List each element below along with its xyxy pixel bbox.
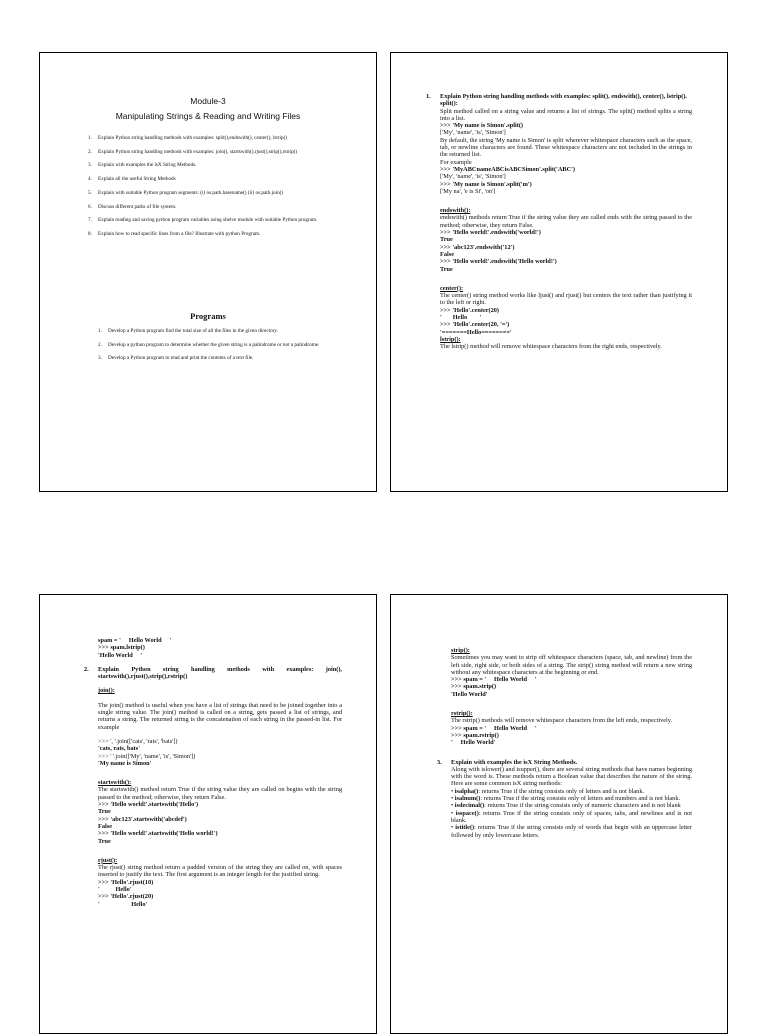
code-output: 'My name is Simon' — [98, 759, 152, 767]
list-item: • istitle(): returns True if the string consists only of words that begin with an uppercase letter followed by only lowercase letters. — [451, 824, 693, 839]
code-line: >>> 'Hello'.center(20) — [440, 306, 500, 314]
lstrip-description: The lstrip() method will remove whitespace characters from the right ends, respectively. — [440, 343, 662, 351]
code-line: >>> 'Hello'.rjust(10) — [98, 878, 154, 886]
code-line: >>> ' '.join(['My', 'name', 'is', 'Simon']) — [98, 752, 196, 760]
rstrip-description: The rstrip() methods will remove whitespace characters from the left ends, respectively. — [451, 717, 673, 725]
code-output: 'Hello World ' — [98, 651, 143, 659]
code-output: True — [98, 808, 111, 816]
isx-description: Along with islower() and isupper(), there are several string methods that have names beginning with the word is. These methods return a Boolean value that describes the nature of the string. Here are some common isX string methods: — [451, 765, 692, 788]
code-line: >>> 'Hello world!'.startswith('Hello') — [98, 801, 199, 809]
code-output: ['My', 'name', 'is', 'Simon'] — [440, 129, 506, 137]
code-output: 'cats, rats, bats' — [98, 745, 140, 753]
code-output: ' Hello World' — [451, 739, 496, 747]
question-heading: 1. Explain Python string handling methods with examples: split(), endswith(), center(), lstrip(). — [426, 93, 687, 100]
endswith-description: endswith() methods return True if the string value they are called ends with the string passed to the method; otherwise, they return False. — [440, 214, 692, 229]
page-4 — [390, 594, 728, 1034]
list-item: 1. Explain Python string handling methods with examples: split(),endswith(), center(), lstrip() — [88, 135, 288, 141]
code-output: True — [98, 837, 111, 845]
list-item: 4. Explain all the useful String Methods — [88, 176, 176, 183]
startswith-description: The startswith() method return True if the string value they are called on begins with the string passed to the method; otherwise, they return False. — [98, 786, 342, 801]
code-line: >>> 'Hello world!'.endswith('Hello world!') — [440, 258, 557, 266]
code-line: >>> spam = ' Hello World ' — [451, 676, 537, 684]
list-item: • isdecimal(): returns True if the string consists only of numeric characters and is not blank — [451, 802, 681, 810]
list-item: 6. Discuss different paths of file system. — [88, 203, 177, 210]
join-heading: join(): — [98, 687, 115, 695]
code-line: >>> spam.lstrip() — [98, 644, 145, 652]
page-3-content — [84, 637, 342, 908]
code-line: >>> spam = ' Hello World ' — [451, 724, 537, 732]
code-line: >>> 'Hello'.center(20, '=') — [440, 321, 510, 329]
code-line: >>> ', '.join(['cats', 'rats', 'bats']) — [98, 737, 178, 745]
code-output: ' Hello ' — [440, 314, 482, 322]
page-1 — [39, 52, 377, 492]
code-output: ' Hello' — [98, 900, 148, 908]
list-item: • isalnum(): returns True if the string consists only of letters and numbers and is not blank. — [451, 795, 681, 803]
code-output: False — [440, 250, 454, 258]
list-item: 2. Develop a python program to determine whether the given string is a palindrome or not a palindrome. — [98, 341, 320, 348]
page-2 — [390, 52, 728, 492]
program-list — [98, 328, 348, 363]
center-heading: center(): — [440, 284, 464, 292]
code-line: >>> 'My name is Simon'.split() — [440, 122, 524, 130]
split-description-2: By default, the string 'My name is Simon' is split wherever whitespace characters such as the space, tab, or newline characters are found. These whitespace characters are not included in the strings in the returned list. — [440, 136, 692, 159]
code-output: True — [440, 265, 453, 273]
list-item: 7. Explain reading and saving python program variables using shelve module with suitable Python program. — [88, 217, 318, 224]
question-heading: 3. Explain with examples the isX String Methods. — [437, 758, 578, 766]
programs-title: Programs — [190, 311, 226, 321]
code-output: 'Hello World' — [451, 690, 488, 698]
rjust-description: The rjust() string method return a padded version of the string they are called on, with spaces inserted to justify the text. The first argument is an integer length for the justified string. — [98, 864, 342, 879]
code-output: ['My na', 'e is Si', 'on'] — [440, 187, 496, 195]
code-output: ' Hello' — [98, 886, 132, 894]
list-item: 3. Develop a Python program to read and print the contents of a text file. — [98, 355, 254, 362]
code-line: >>> 'My name is Simon'.split('m') — [440, 180, 532, 188]
code-line: >>> 'abc123'.endswith('12') — [440, 243, 515, 251]
list-item: 8. Explain how to read specific lines from a file? Illustrate with python Program. — [88, 230, 261, 237]
code-line: >>> spam.strip() — [451, 683, 497, 691]
module-subtitle: Manipulating Strings & Reading and Writing Files — [115, 111, 301, 121]
code-line: spam = ' Hello World ' — [98, 637, 172, 644]
code-output: ['My', 'name', 'is', 'Simon'] — [440, 173, 506, 181]
endswith-heading: endswith(): — [440, 207, 471, 215]
code-line: >>> 'Hello'.rjust(20) — [98, 893, 154, 901]
list-item: 5. Explain with suitable Python program segments: (i) os.path.basename() (ii) os.path.join() — [88, 189, 284, 196]
code-line: >>> spam.rstrip() — [451, 731, 499, 739]
startswith-heading: startswith(): — [98, 779, 132, 787]
strip-heading: strip(): — [451, 647, 470, 654]
strip-description: Sometimes you may want to strip off whitespace characters (space, tab, and newline) from the left side, right side, or both sides of a string. The strip() string method will return a new string without any whitespace characters at the beginning or end. — [451, 654, 692, 676]
list-item: 3. Explain with examples the isX String Methods. — [88, 162, 197, 169]
lstrip-heading: lstrip(): — [440, 335, 461, 343]
center-description: The center() string method works like ljust() and rjust() but centers the text rather than justifying it to the left or right. — [440, 292, 692, 307]
split-heading: split(): — [440, 100, 458, 108]
list-item: 2. Explain Python string handling methods with examples: join(), startswith(),rjust(),strip(),rstrip() — [88, 148, 298, 155]
question-heading: 2. Explain Python string handling methods with examples: join(), startswith(),rjust(),strip(),rstrip() — [84, 665, 342, 681]
module-title: Module-3 — [190, 96, 226, 106]
example-label: For example — [440, 158, 472, 166]
list-item: • isspace(): returns True if the string consists only of spaces, tabs, and newlines and is not blank. — [451, 809, 692, 824]
list-item: 1. Develop a Python program find the total size of all the files in the given directory. — [98, 328, 278, 334]
code-output: '=======Hello========' — [440, 328, 512, 336]
list-item: • isalpha(): returns True if the string consists only of letters and is not blank. — [451, 787, 645, 795]
rjust-heading: rjust(): — [98, 856, 118, 864]
page-4-content — [437, 647, 692, 839]
page-2-content — [426, 93, 692, 351]
split-description: Split method called on a string value and returns a list of strings. The split() method splits a string into a list. — [440, 107, 692, 122]
page-3 — [39, 594, 377, 1034]
code-output: False — [98, 822, 112, 830]
code-line: >>> 'Hello world!'.endswith('world!') — [440, 229, 541, 237]
code-line: >>> 'MyABCnameABCisABCSimon'.split('ABC') — [440, 165, 575, 173]
code-output: True — [440, 236, 453, 244]
question-list — [88, 135, 348, 238]
code-line: >>> 'abc123'.startswith('abcdef') — [98, 815, 187, 823]
code-line: >>> 'Hello world!'.startswith('Hello world!') — [98, 830, 218, 838]
rstrip-heading: rstrip(): — [451, 710, 473, 718]
join-description: The join() method is useful when you have a list of strings that need to be joined together into a single string value. The join() method is called on a string, gets passed a list of strings, and returns a string. The returned string is the concatenation of each string in the passed-in list. For example — [98, 701, 342, 731]
